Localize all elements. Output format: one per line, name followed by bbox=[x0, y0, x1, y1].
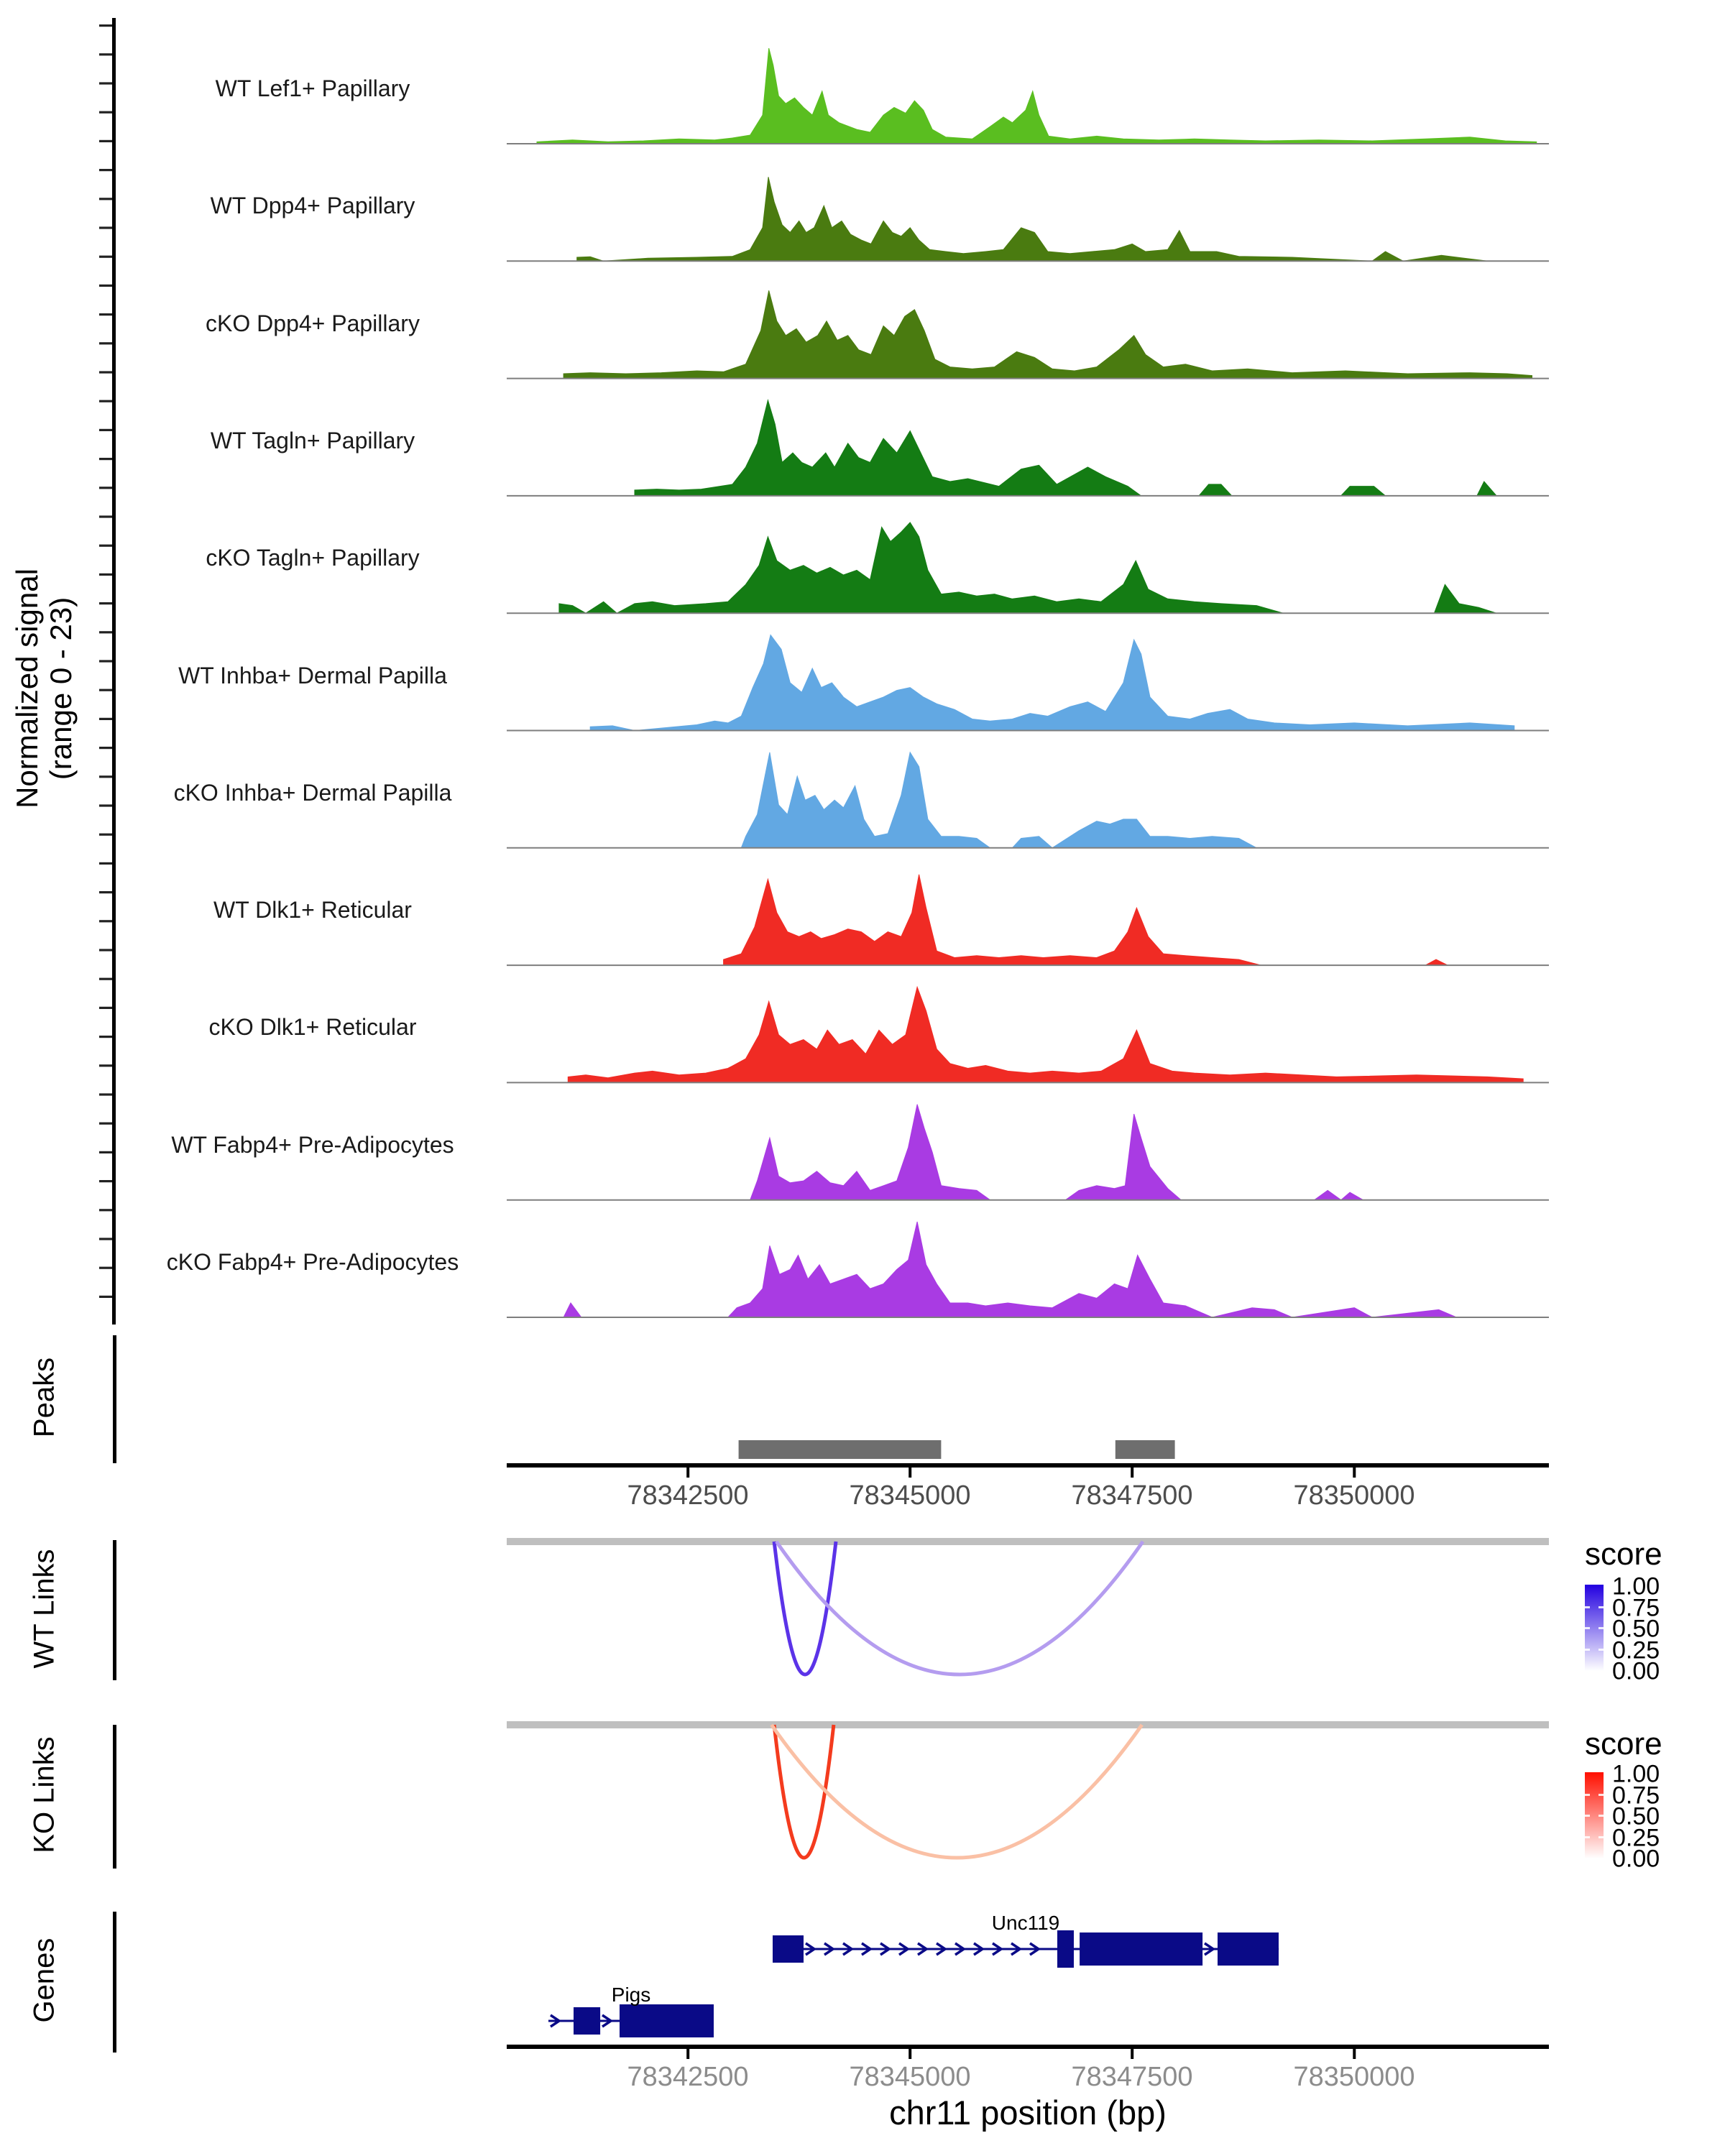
signal-y-axis-tick bbox=[99, 891, 112, 893]
ko-legend-title: score bbox=[1585, 1726, 1662, 1761]
y-axis-title-line2: (range 0 - 23) bbox=[44, 596, 78, 780]
signal-y-axis-tick bbox=[99, 515, 112, 517]
legend-bar-tick bbox=[1585, 1815, 1590, 1817]
signal-track-area bbox=[741, 752, 1256, 848]
signal-y-axis-tick bbox=[99, 1123, 112, 1125]
legend-bar-tick bbox=[1585, 1627, 1590, 1629]
signal-y-axis-tick bbox=[99, 256, 112, 258]
signal-y-axis-tick bbox=[99, 140, 112, 142]
legend-bar-tick bbox=[1585, 1836, 1590, 1838]
legend-tick-label: 0.25 bbox=[1612, 1636, 1660, 1664]
gene-exon-rect bbox=[773, 1935, 804, 1963]
gene-exon-rect bbox=[574, 2007, 600, 2035]
ko-links-bracket bbox=[113, 1725, 116, 1869]
signal-y-axis-tick bbox=[99, 1093, 112, 1095]
x-axis-title: chr11 position (bp) bbox=[889, 2093, 1167, 2132]
genes-section-label: Genes bbox=[28, 1938, 60, 2023]
ko-links-section-label: KO Links bbox=[28, 1736, 60, 1853]
signal-y-axis-tick bbox=[99, 949, 112, 951]
legend-tick-label: 0.50 bbox=[1612, 1802, 1660, 1830]
x-axis-tick bbox=[908, 1468, 911, 1478]
x-axis-tick bbox=[686, 2049, 689, 2059]
x-axis-tick-label: 78350000 bbox=[1293, 2062, 1415, 2092]
track-label: WT Dlk1+ Reticular bbox=[213, 897, 412, 923]
signal-y-axis-tick bbox=[99, 775, 112, 778]
signal-y-axis-tick bbox=[99, 689, 112, 691]
signal-y-axis-tick bbox=[99, 1209, 112, 1211]
legend-bar-tick bbox=[1598, 1815, 1604, 1817]
x-axis-tick bbox=[1131, 2049, 1133, 2059]
track-label: cKO Dlk1+ Reticular bbox=[208, 1014, 417, 1040]
legend-bar-tick bbox=[1598, 1606, 1604, 1608]
links-baseline bbox=[507, 1721, 1549, 1728]
legend-bar-tick bbox=[1585, 1649, 1590, 1651]
x-axis-tick bbox=[1353, 2049, 1356, 2059]
track-label: cKO Fabp4+ Pre-Adipocytes bbox=[166, 1249, 459, 1275]
track-label: cKO Tagln+ Papillary bbox=[206, 545, 420, 571]
x-axis-line bbox=[507, 2045, 1549, 2049]
signal-y-axis-tick bbox=[99, 1238, 112, 1240]
peak-interval-bar bbox=[1116, 1440, 1175, 1459]
legend-tick-label: 0.50 bbox=[1612, 1615, 1660, 1643]
legend-tick-label: 0.25 bbox=[1612, 1824, 1660, 1851]
link-arc bbox=[771, 1725, 1141, 1858]
link-arc bbox=[774, 1542, 836, 1674]
gene-exon-rect bbox=[620, 2004, 714, 2037]
wt-links-section-label: WT Links bbox=[28, 1549, 60, 1669]
x-axis-tick-label: 78342500 bbox=[627, 2062, 749, 2092]
signal-track-area bbox=[724, 875, 1448, 965]
signal-track-area bbox=[568, 987, 1523, 1082]
signal-track-area bbox=[564, 290, 1532, 378]
peaks-section-label: Peaks bbox=[28, 1357, 60, 1438]
signal-y-axis-tick bbox=[99, 1007, 112, 1009]
gene-name-label: Unc119 bbox=[991, 1912, 1060, 1934]
signal-track-area bbox=[537, 48, 1537, 144]
genes-bracket bbox=[113, 1912, 116, 2053]
signal-y-axis-tick bbox=[99, 53, 112, 55]
x-axis-tick-label: 78342500 bbox=[627, 1480, 749, 1511]
track-label: WT Fabp4+ Pre-Adipocytes bbox=[171, 1132, 454, 1158]
legend-bar-tick bbox=[1598, 1794, 1604, 1796]
signal-y-axis-tick bbox=[99, 371, 112, 373]
track-label: WT Dpp4+ Papillary bbox=[210, 193, 415, 218]
signal-y-axis-tick bbox=[99, 862, 112, 865]
signal-track-area bbox=[577, 177, 1488, 261]
signal-track-area bbox=[635, 400, 1496, 496]
legend-bar-tick bbox=[1585, 1606, 1590, 1608]
signal-y-axis-tick bbox=[99, 602, 112, 604]
legend-bar-tick bbox=[1598, 1836, 1604, 1838]
signal-y-axis-tick bbox=[99, 747, 112, 749]
x-axis-tick bbox=[1131, 1468, 1133, 1478]
track-label: cKO Dpp4+ Papillary bbox=[206, 310, 420, 336]
x-axis-tick-label: 78345000 bbox=[849, 2062, 971, 2092]
x-axis-line bbox=[507, 1463, 1549, 1468]
signal-y-axis-tick bbox=[99, 834, 112, 836]
x-axis-tick-label: 78350000 bbox=[1293, 1480, 1415, 1511]
wt-links-bracket bbox=[113, 1540, 116, 1680]
gene-name-label: Pigs bbox=[611, 1984, 651, 2006]
x-axis-tick-label: 78347500 bbox=[1071, 2062, 1193, 2092]
wt-legend-title: score bbox=[1585, 1537, 1662, 1572]
x-axis-tick-label: 78347500 bbox=[1071, 1480, 1193, 1511]
signal-y-axis-tick bbox=[99, 458, 112, 460]
legend-bar-tick bbox=[1598, 1627, 1604, 1629]
legend-tick-label: 1.00 bbox=[1612, 1760, 1660, 1788]
signal-track-area bbox=[590, 635, 1514, 731]
signal-y-axis-tick bbox=[99, 718, 112, 720]
x-axis-tick-label: 78345000 bbox=[849, 1480, 971, 1511]
legend-tick-label: 0.75 bbox=[1612, 1782, 1660, 1809]
peak-interval-bar bbox=[739, 1440, 942, 1459]
legend-bar-tick bbox=[1598, 1649, 1604, 1651]
x-axis-tick bbox=[908, 2049, 911, 2059]
track-label: WT Tagln+ Papillary bbox=[210, 428, 415, 453]
signal-y-axis-tick bbox=[99, 400, 112, 402]
signal-y-axis-tick bbox=[99, 631, 112, 633]
signal-y-axis-tick bbox=[99, 285, 112, 287]
y-axis-title-line1: Normalized signal bbox=[10, 568, 44, 808]
signal-track-area bbox=[750, 1105, 1363, 1200]
x-axis-tick bbox=[686, 1468, 689, 1478]
track-label: WT Lef1+ Papillary bbox=[215, 75, 410, 101]
signal-y-axis-tick bbox=[99, 1064, 112, 1067]
legend-tick-label: 0.00 bbox=[1612, 1845, 1660, 1873]
signal-y-axis-tick bbox=[99, 487, 112, 489]
gene-exon-rect bbox=[1080, 1932, 1202, 1966]
gene-exon-rect bbox=[1057, 1930, 1074, 1968]
signal-y-axis-tick bbox=[99, 573, 112, 576]
legend-tick-label: 1.00 bbox=[1612, 1572, 1660, 1600]
legend-tick-label: 0.75 bbox=[1612, 1594, 1660, 1621]
peaks-bracket bbox=[113, 1335, 116, 1463]
track-label: WT Inhba+ Dermal Papilla bbox=[178, 663, 447, 688]
links-baseline bbox=[507, 1538, 1549, 1545]
signal-y-axis-tick bbox=[99, 226, 112, 229]
signal-y-axis-tick bbox=[99, 342, 112, 344]
signal-track-area bbox=[559, 522, 1496, 613]
x-axis-tick bbox=[1353, 1468, 1356, 1478]
gene-exon-rect bbox=[1218, 1932, 1279, 1966]
signal-track-area bbox=[564, 1222, 1456, 1317]
signal-y-axis-tick bbox=[99, 1296, 112, 1298]
track-label: cKO Inhba+ Dermal Papilla bbox=[173, 780, 452, 806]
signal-y-axis-tick bbox=[99, 24, 112, 27]
link-arc bbox=[776, 1542, 1143, 1674]
legend-bar-tick bbox=[1585, 1794, 1590, 1796]
signal-y-axis-tick bbox=[99, 169, 112, 171]
legend-tick-label: 0.00 bbox=[1612, 1657, 1660, 1685]
signal-y-axis-tick bbox=[99, 978, 112, 980]
signal-y-axis-tick bbox=[99, 1180, 112, 1182]
signal-y-axis-tick bbox=[99, 111, 112, 114]
